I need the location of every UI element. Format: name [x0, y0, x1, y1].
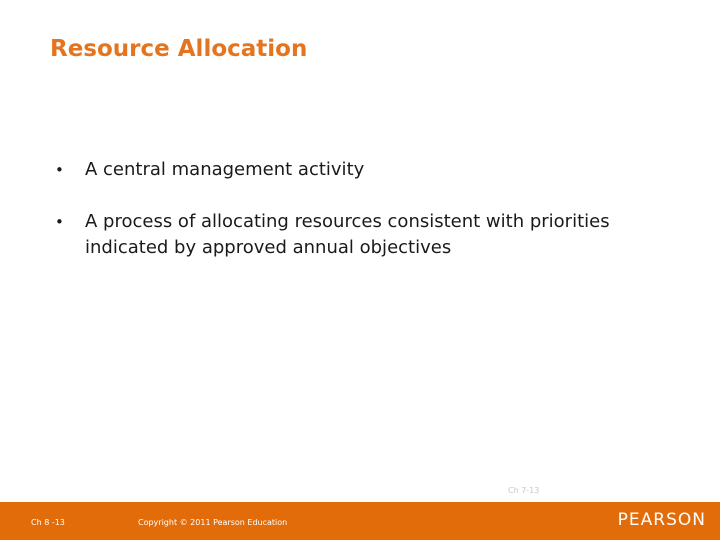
slide-title: Resource Allocation [50, 36, 308, 62]
bullet-marker: • [55, 161, 64, 179]
copyright-notice: Copyright © 2011 Pearson Education [138, 518, 288, 527]
footer-bar [0, 502, 720, 540]
bullet-list [55, 157, 615, 287]
faint-slide-reference: Ch 7-13 [508, 486, 540, 495]
bullet-text: A central management activity [85, 159, 365, 180]
pearson-logo: PEARSON [617, 510, 706, 530]
bullet-marker: • [55, 213, 64, 231]
bullet-item [55, 157, 615, 183]
bullet-item [55, 209, 615, 261]
page-label: Ch 8 -13 [31, 518, 65, 527]
bullet-text: A process of allocating resources consistent with priorities indicated by approved annual objectives [85, 211, 610, 258]
